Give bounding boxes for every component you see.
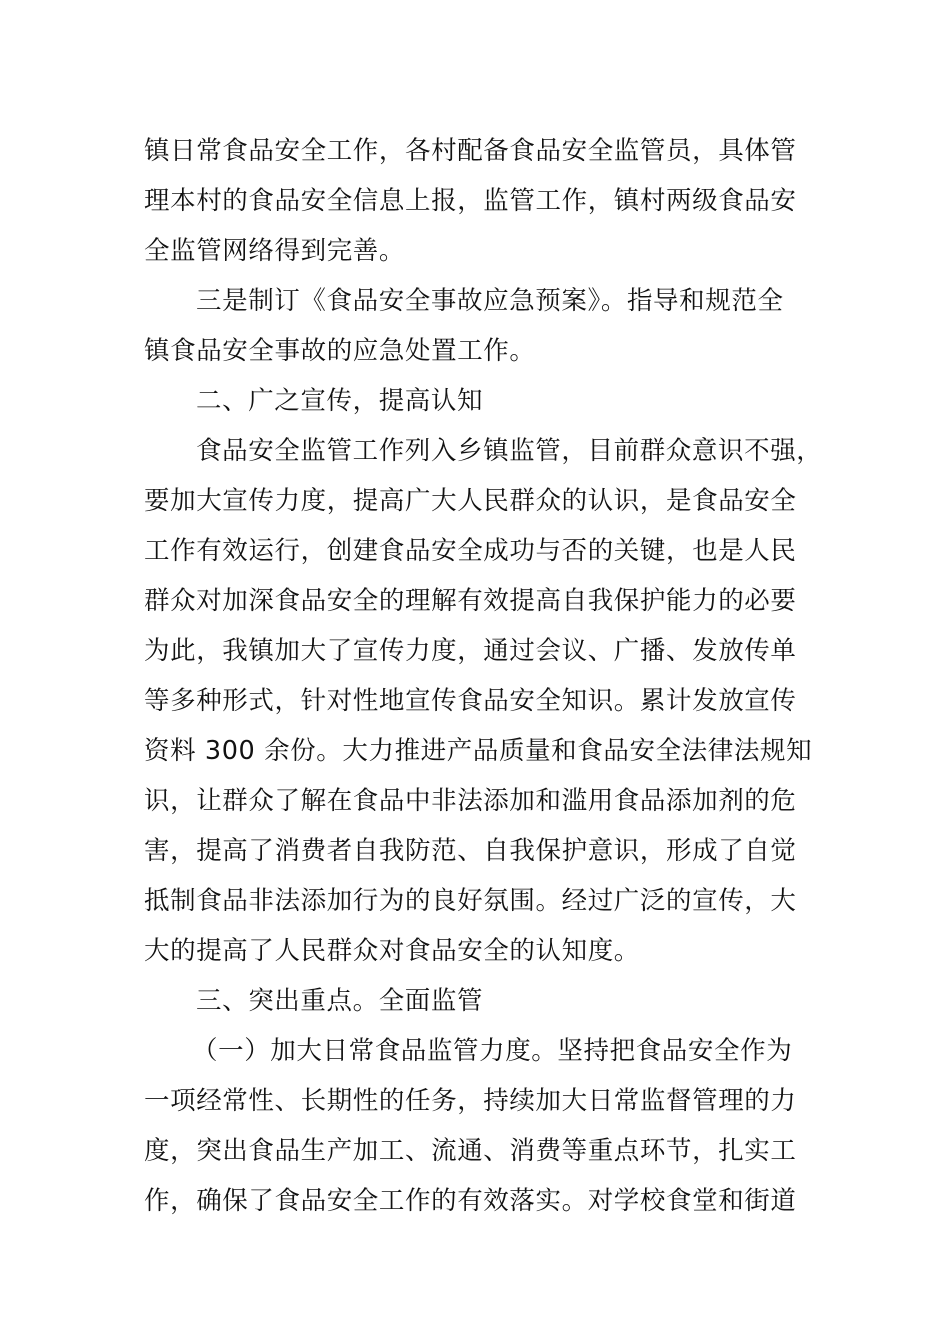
text-line: 一项经常性、长期性的任务，持续加大日常监督管理的力 (144, 1086, 797, 1116)
section-heading: 三、突出重点。全面监管 (196, 986, 484, 1016)
section-heading: 二、广之宣传，提高认知 (196, 386, 484, 416)
text-line: 作，确保了食品安全工作的有效落实。对学校食堂和街道 (144, 1186, 797, 1216)
text-line: 度，突出食品生产加工、流通、消费等重点环节，扎实工 (144, 1136, 797, 1166)
text-line: 抵制食品非法添加行为的良好氛围。经过广泛的宣传，大 (144, 886, 797, 916)
text-line: 资料 300 余份。大力推进产品质量和食品安全法律法规知 (144, 736, 813, 766)
text-line: 工作有效运行，创建食品安全成功与否的关键，也是人民 (144, 536, 797, 566)
text-line: 要加大宣传力度，提高广大人民群众的认识，是食品安全 (144, 486, 797, 516)
text-line: 大的提高了人民群众对食品安全的认知度。 (144, 936, 640, 966)
text-line: 害，提高了消费者自我防范、自我保护意识，形成了自觉 (144, 836, 797, 866)
paragraph-first-line: 三是制订《食品安全事故应急预案》。指导和规范全 (196, 286, 784, 316)
text-line: 理本村的食品安全信息上报，监管工作，镇村两级食品安 (144, 186, 797, 216)
text-line: 等多种形式，针对性地宣传食品安全知识。累计发放宣传 (144, 686, 797, 716)
text-line: 为此，我镇加大了宣传力度，通过会议、广播、发放传单 (144, 636, 797, 666)
paragraph-first-line: 食品安全监管工作列入乡镇监管，目前群众意识不强， (196, 436, 823, 466)
text-line: 全监管网络得到完善。 (144, 236, 406, 266)
text-line: 识，让群众了解在食品中非法添加和滥用食品添加剂的危 (144, 786, 797, 816)
paragraph-first-line: （一）加大日常食品监管力度。坚持把食品安全作为 (192, 1036, 793, 1066)
text-line: 群众对加深食品安全的理解有效提高自我保护能力的必要 (144, 586, 797, 616)
text-line: 镇食品安全事故的应急处置工作。 (144, 336, 536, 366)
text-line: 镇日常食品安全工作，各村配备食品安全监管员，具体管 (144, 136, 797, 166)
